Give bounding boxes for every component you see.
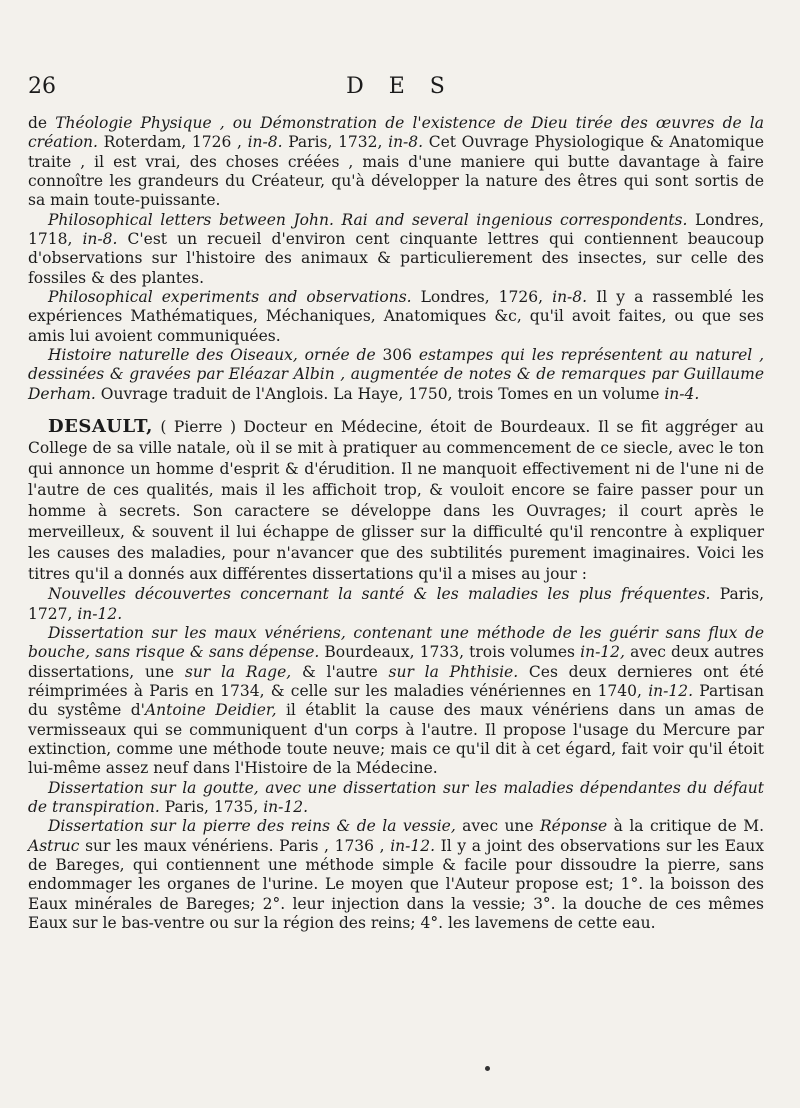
bibliography-entry xyxy=(28,624,764,779)
text-segment: Paris, 1732, xyxy=(282,133,389,152)
bibliography-entry xyxy=(28,211,764,288)
text-segment: à la critique de M. xyxy=(607,817,764,836)
page-number: 26 xyxy=(28,74,56,99)
text-segment: Ces deux dernieres ont été réimprimées à Paris en 1734, & celle sur les maladies vénériennes en 1740, xyxy=(28,662,764,700)
italic-text: sur la Phthisie. xyxy=(388,662,519,681)
text-segment: & l'autre xyxy=(291,662,389,681)
text-segment: C'est un recueil d'environ cent cinquante lettres qui contiennent beaucoup d'observations sur l'histoire des animaux & particulierement des insectes, sur celle des fossiles & des plantes. xyxy=(28,230,764,287)
italic-text: in-8. xyxy=(552,288,588,307)
text-segment: 306 xyxy=(375,346,419,365)
text-segment: Bourdeaux, 1733, trois volumes xyxy=(319,643,581,662)
text-segment: de xyxy=(28,114,56,132)
italic-text: in-12. xyxy=(263,797,309,816)
italic-text: Dissertation sur la pierre des reins & de la vessie, xyxy=(48,817,456,836)
bibliography-entry xyxy=(28,288,764,346)
bibliography-entry xyxy=(28,114,764,211)
text-segment: Londres, 1718, xyxy=(28,210,765,249)
running-head xyxy=(28,74,772,104)
text-segment: Il y a joint des observations sur les Eaux de Bareges, qui contiennent une méthode simple & facile pour dissoudre la pierre, sans endommager les organes de l'urine. Le moyen que l'Auteur propose est; 1°. la boisson des Eaux minérales de Bareges; 2°. leur injection dans la vessie; 3°. la douche de ces mêmes Eaux sur le bas-ventre ou sur la région des reins; 4°. les lavemens de cette eau. xyxy=(28,836,764,932)
text-segment: il établit la cause des maux vénériens dans un amas de vermisseaux qui se communiquent d'un corps à l'autre. Il propose l'usage du Mercure par extinction, comme une méthode toute neuve; mais ce qu'il dit à cet égard, fait voir qu'il étoit lui-même assez neuf dans l'Histoire de la Médecine. xyxy=(28,701,764,778)
italic-text: Théologie Physique , ou Démonstration de l'existence de Dieu tirée des œuvres de la création. xyxy=(28,114,764,152)
italic-text: in-8. xyxy=(388,133,424,152)
italic-text: in-12. xyxy=(648,681,694,700)
text-segment: Paris, 1735, xyxy=(159,797,264,816)
italic-text: Philosophical letters between John. Rai and several ingenious correspondents. xyxy=(48,210,688,229)
running-title: D E S xyxy=(346,74,454,99)
author-name: DESAULT, xyxy=(48,416,153,438)
text-segment: avec une xyxy=(455,817,541,836)
italic-text: Nouvelles découvertes concernant la santé & les maladies les plus fréquentes. xyxy=(48,585,711,604)
italic-text: in-12, xyxy=(580,643,625,662)
italic-text: in-8. xyxy=(82,230,118,249)
italic-text: in-12. xyxy=(77,604,123,623)
text-segment: avec deux autres dissertations, une xyxy=(28,643,764,681)
ink-dot-ornament xyxy=(485,1066,490,1071)
italic-text: Réponse xyxy=(540,817,608,836)
italic-text: in-12. xyxy=(390,836,436,855)
text-segment: ( Pierre ) Docteur en Médecine, étoit de Bourdeaux. Il se fit aggréger au College de sa ville natale, où il se mit à pratiquer au commencement de ce siecle, avec le ton qui annonce un homme d'esprit & d'érudition. Il ne manquoit effectivement ni de l'une ni de l'autre de ces qualités, mais il les affichoit trop, & vouloit encore se faire passer pour un homme à secrets. Son caractere se développe dans les Ouvrages; il court après le merveilleux, & souvent il lui échappe de glisser sur la difficulté qu'il rencontre à expliquer les causes des maladies, pour n'avancer que des subtilités purement imaginaires. Voici les titres qu'il a donnés aux différentes dissertations qu'il a mises au jour : xyxy=(28,418,764,584)
italic-text: Dissertation sur les maux vénériens, contenant une méthode de les guérir sans flux de bouche, sans risque & sans dépense. xyxy=(28,623,764,662)
italic-text: in-4. xyxy=(664,384,700,403)
italic-text: Histoire naturelle des Oiseaux, ornée de xyxy=(48,346,376,365)
body-text xyxy=(28,114,764,933)
text-segment: Paris, 1727, xyxy=(28,585,765,623)
text-segment: Cet Ouvrage Physiologique & Anatomique traite , il est vrai, des choses créées , mais d'une maniere qui butte davantage à faire connoître les grandeurs du Créateur, qu'à développer la nature des êtres qui sont sortis de sa main toute-puissante. xyxy=(28,133,764,210)
text-segment: Il y a rassemblé les expériences Mathématiques, Méchaniques, Anatomiques &c, qu'il avoit faites, ou que ses amis lui avoient communiquées. xyxy=(28,288,764,345)
italic-text: estampes qui les représentent au naturel , dessinées & gravées par Eléazar Albin , augmentée de notes & de remarques par Guillaume Derham. xyxy=(28,346,764,403)
italic-text: Dissertation sur la goutte, avec une dissertation sur les maladies dépendantes du défaut de transpiration. xyxy=(28,778,764,816)
bibliography-entry xyxy=(28,346,764,404)
text-segment: Roterdam, 1726 , xyxy=(97,133,248,152)
text-segment: sur les maux vénériens. Paris , 1736 , xyxy=(79,836,391,855)
italic-text: Astruc xyxy=(28,836,80,855)
italic-text: sur la Rage, xyxy=(184,662,292,681)
italic-text: in-8. xyxy=(247,133,283,152)
text-segment: Londres, 1726, xyxy=(411,288,553,307)
italic-text: Philosophical experiments and observations. xyxy=(48,288,412,307)
italic-text: Antoine Deidier, xyxy=(144,701,277,720)
bibliography-entry xyxy=(28,817,764,933)
bibliography-entry xyxy=(28,779,764,818)
bibliography-entry xyxy=(28,585,764,624)
text-segment: Ouvrage traduit de l'Anglois. La Haye, 1750, trois Tomes en un volume xyxy=(95,384,665,403)
text-segment: Partisan du systême d' xyxy=(28,681,764,720)
biography-paragraph xyxy=(28,416,764,585)
